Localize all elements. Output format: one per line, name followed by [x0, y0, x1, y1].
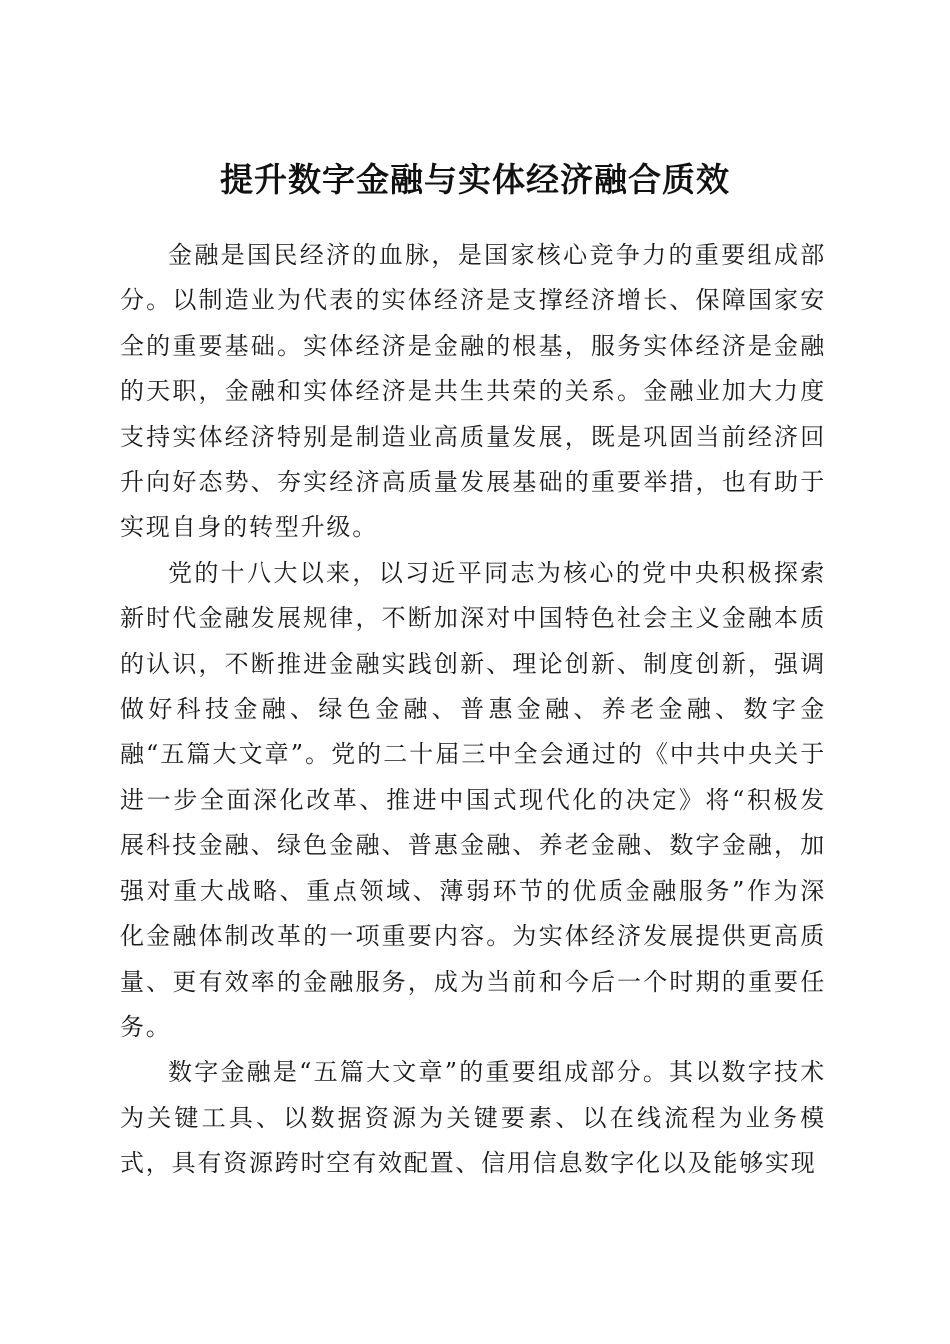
document-body — [120, 233, 826, 1187]
paragraph-2: 党的十八大以来，以习近平同志为核心的党中央积极探索新时代金融发展规律，不断加深对中国特色社会主义金融本质的认识，不断推进金融实践创新、理论创新、制度创新，强调做好科技金融、绿色金融、普惠金融、养老金融、数字金融“五篇大文章”。党的二十届三中全会通过的《中共中央关于进一步全面深化改革、推进中国式现代化的决定》将“积极发展科技金融、绿色金融、普惠金融、养老金融、数字金融，加强对重大战略、重点领域、薄弱环节的优质金融服务”作为深化金融体制改革的一项重要内容。为实体经济发展提供更高质量、更有效率的金融服务，成为当前和今后一个时期的重要任务。 — [120, 558, 826, 1041]
document-title: 提升数字金融与实体经济融合质效 — [220, 160, 730, 200]
paragraph-3: 数字金融是“五篇大文章”的重要组成部分。其以数字技术为关键工具、以数据资源为关键要素、以在线流程为业务模式，具有资源跨时空有效配置、信用信息数字化以及能够实现 — [120, 1058, 826, 1178]
paragraph-1: 金融是国民经济的血脉，是国家核心竞争力的重要组成部分。以制造业为代表的实体经济是支撑经济增长、保障国家安全的重要基础。实体经济是金融的根基，服务实体经济是金融的天职，金融和实体经济是共生共荣的关系。金融业加大力度支持实体经济特别是制造业高质量发展，既是巩固当前经济回升向好态势、夯实经济高质量发展基础的重要举措，也有助于实现自身的转型升级。 — [120, 241, 826, 542]
